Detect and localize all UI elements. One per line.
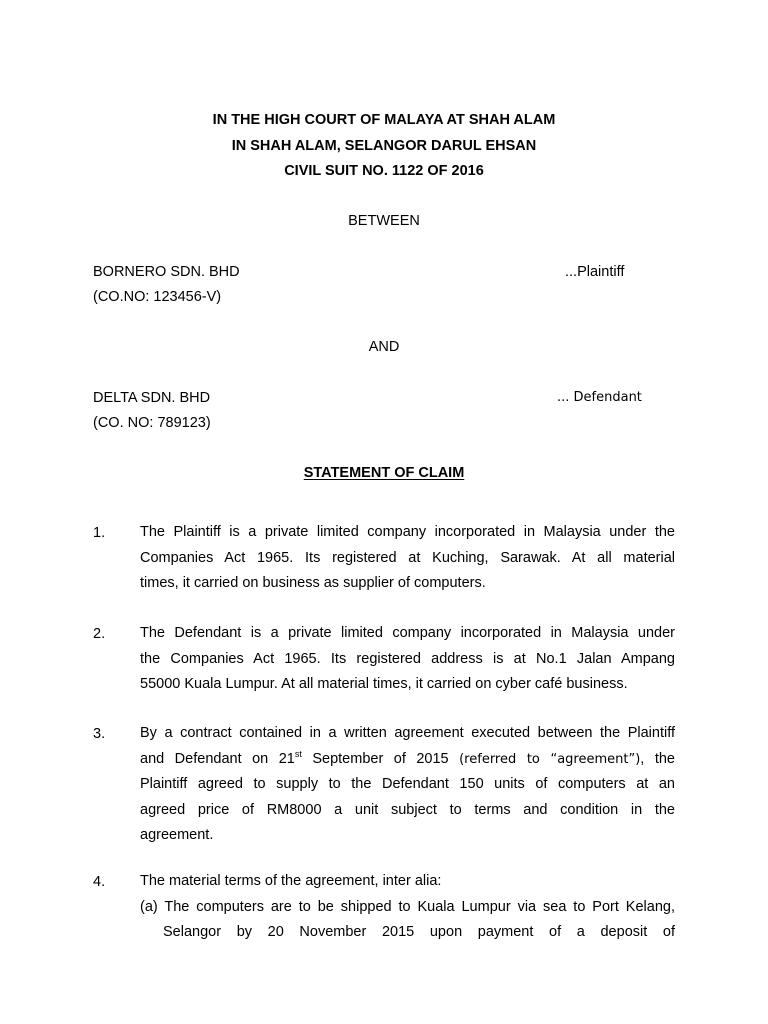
paragraph-3-line: Plaintiff agreed to supply to the Defendant 150 units of computers at an: [140, 776, 675, 792]
plaintiff-role: ...Plaintiff: [565, 264, 625, 280]
paragraph-2-line: 55000 Kuala Lumpur. At all material times, it carried on cyber café business.: [140, 676, 628, 692]
plaintiff-row: [93, 263, 653, 281]
defendant-company-no: (CO. NO: 789123): [93, 415, 211, 431]
paragraph-3-line: agreement.: [140, 827, 214, 843]
paragraph-2-number: 2.: [93, 626, 106, 642]
defendant-row: [93, 389, 653, 407]
p3-date-suffix: st: [294, 748, 302, 759]
paragraph-2-line: The Defendant is a private limited company incorporated in Malaysia under: [140, 625, 675, 641]
claim-title-text: STATEMENT OF CLAIM: [303, 465, 465, 481]
plaintiff-name: BORNERO SDN. BHD: [93, 264, 240, 280]
paragraph-4-number: 4.: [93, 874, 106, 890]
paragraph-4: [140, 869, 675, 946]
paragraph-3: [140, 721, 675, 849]
paragraph-1-line: The Plaintiff is a private limited company incorporated in Malaysia under the: [140, 524, 675, 540]
paragraph-2: [140, 621, 675, 698]
paragraph-3-line: By a contract contained in a written agreement executed between the Plaintiff: [140, 725, 675, 741]
p3-line2-end: , the: [640, 750, 675, 767]
defendant-name: DELTA SDN. BHD: [93, 390, 211, 406]
defendant-role: ... Defendant: [557, 390, 642, 405]
paragraph-1-line: times, it carried on business as supplier of computers.: [140, 575, 486, 591]
paragraph-3-number: 3.: [93, 726, 106, 742]
suit-number-heading: CIVIL SUIT NO. 1122 OF 2016: [284, 163, 484, 179]
plaintiff-company-no: (CO.NO: 123456-V): [93, 289, 222, 305]
paragraph-1-line: Companies Act 1965. Its registered at Kuching, Sarawak. At all material: [140, 549, 675, 566]
paragraph-1: [140, 520, 675, 597]
between-label: BETWEEN: [348, 213, 420, 229]
p3-referred-to: (referred to “agreement”): [459, 751, 641, 767]
paragraph-4-intro: The material terms of the agreement, inter alia:: [140, 873, 442, 889]
paragraph-1-number: 1.: [93, 525, 106, 541]
p3-date-rest: September of 2015: [301, 750, 460, 767]
and-label: AND: [368, 339, 400, 355]
statement-of-claim-title: [0, 464, 768, 482]
paragraph-3-line: agreed price of RM8000 a unit subject to terms and condition in the: [140, 801, 675, 818]
paragraph-4a-line: Selangor by 20 November 2015 upon payment of a deposit of: [163, 924, 675, 940]
court-heading: IN THE HIGH COURT OF MALAYA AT SHAH ALAM: [212, 112, 556, 128]
paragraph-3-line-with-date: [140, 747, 675, 773]
paragraph-2-line: the Companies Act 1965. Its registered address is at No.1 Jalan Ampang: [140, 650, 675, 667]
paragraph-4a-line: (a) The computers are to be shipped to Kuala Lumpur via sea to Port Kelang,: [140, 898, 675, 915]
p3-date-prefix: and Defendant on 21: [140, 750, 295, 767]
location-heading: IN SHAH ALAM, SELANGOR DARUL EHSAN: [231, 138, 537, 154]
